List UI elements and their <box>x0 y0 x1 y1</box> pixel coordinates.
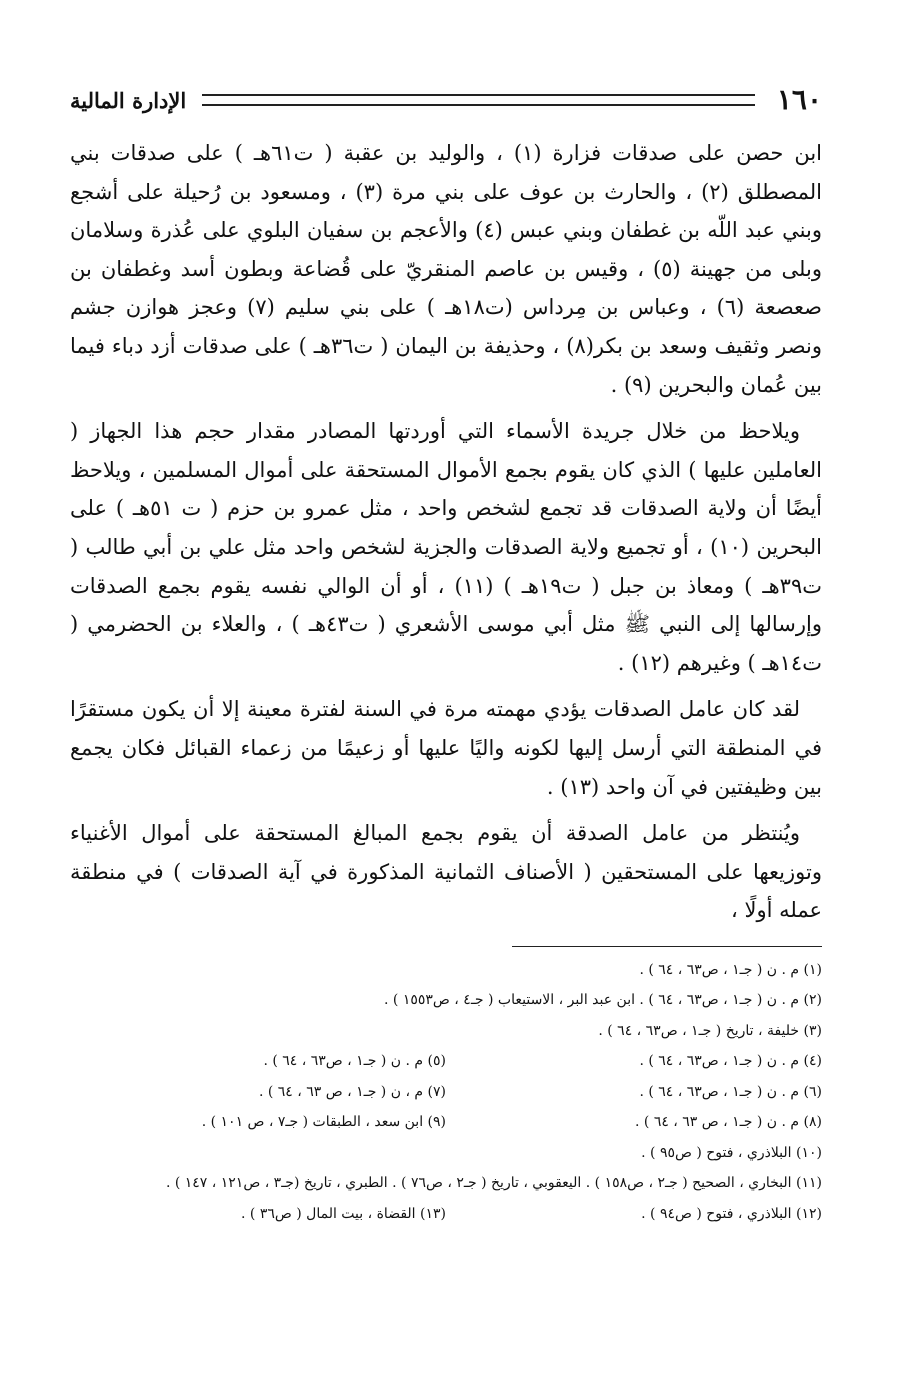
footnote-entry: (١٠) البلاذري ، فتوح ( ص٩٥ ) . <box>641 1144 822 1161</box>
footnote-entry: (٩) ابن سعد ، الطبقات ( جـ٧ ، ص ١٠١ ) . <box>201 1114 446 1131</box>
footnote-entry: (٦) م . ن ( جـ١ ، ص٦٣ ، ٦٤ ) . <box>639 1083 822 1100</box>
footnote-line <box>70 1107 822 1138</box>
running-title: الإدارة المالية <box>70 87 187 113</box>
footnote-entry: (٣) خليفة ، تاريخ ( جـ١ ، ص٦٣ ، ٦٤ ) . <box>598 1022 822 1039</box>
footnote-line <box>70 1016 822 1047</box>
footnote-entry: (١١) البخاري ، الصحيح ( جـ٢ ، ص١٥٨ ) . اليعقوبي ، تاريخ ( جـ٢ ، ص٧٦ ) . الطبري ، تاريخ (جـ٣ ، ص١٢١ ، ١٤٧ ) . <box>165 1175 822 1192</box>
footnote-line <box>70 1138 822 1169</box>
footnote-line <box>70 985 822 1016</box>
main-text <box>70 134 822 930</box>
footnote-line <box>70 955 822 986</box>
footnote-entry: (١٢) البلاذري ، فتوح ( ص٩٤ ) . <box>641 1205 822 1222</box>
paragraph: لقد كان عامل الصدقات يؤدي مهمته مرة في السنة لفترة معينة إلا أن يكون مستقرًا في المنطقة التي أرسل إليها لكونه واليًا عليها أو زعيمًا من زعماء القبائل فكان يجمع بين وظيفتين في آن واحد (١٣) . <box>70 697 822 799</box>
footnote-separator <box>512 946 822 947</box>
footnote-line <box>70 1168 822 1199</box>
footnote-entry: (٥) م . ن ( جـ١ ، ص٦٣ ، ٦٤ ) . <box>263 1053 446 1070</box>
page-header <box>70 80 822 120</box>
footnote-line <box>70 1199 822 1230</box>
footnote-entry: (١٣) القضاة ، بيت المال ( ص٣٦ ) . <box>241 1205 446 1222</box>
paragraph: ويُنتظر من عامل الصدقة أن يقوم بجمع المبالغ المستحقة على أموال الأغنياء وتوزيعها على المستحقين ( الأصناف الثمانية المذكورة في آية الصدقات ) في منطقة عمله أولًا ، <box>70 821 822 923</box>
paragraph: ابن حصن على صدقات فزارة (١) ، والوليد بن عقبة ( ت٦١هـ ) على صدقات بني المصطلق (٢) ، والحارث بن عوف على بني مرة (٣) ، ومسعود بن رُحيلة على أشجع وبني عبد اللّه بن غطفان وبني عبس (٤) والأعجم بن سفيان البلوي على عُذرة وسلامان وبلى من جهينة (٥) ، وقيس بن عاصم المنقريّ على قُضاعة وبطون أسد وغطفان بن صعصعة (٦) ، وعباس بن مِرداس (ت١٨هـ ) على بني سليم (٧) وعجز هوازن جشم ونصر وثقيف وسعد بن بكر(٨) ، وحذيفة بن اليمان ( ت٣٦هـ ) على صدقات أزد دباء فيما بين عُمان والبحرين (٩) . <box>70 141 823 397</box>
page-number: ١٦٠ <box>776 83 822 116</box>
footnote-line <box>70 1046 822 1077</box>
header-double-rule <box>202 94 755 106</box>
footnote-entry: (١) م . ن ( جـ١ ، ص٦٣ ، ٦٤ ) . <box>639 961 822 978</box>
footnote-entry: (٨) م . ن ( جـ١ ، ص ٦٣ ، ٦٤ ) . <box>635 1114 822 1131</box>
footnote-line <box>70 1077 822 1108</box>
book-page <box>70 80 822 1330</box>
footnotes <box>70 955 822 1230</box>
paragraph: ويلاحظ من خلال جريدة الأسماء التي أوردتها المصادر مقدار حجم هذا الجهاز ( العاملين عليها ) الذي كان يقوم بجمع الأموال المستحقة على أموال المسلمين ، ويلاحظ أيضًا أن ولاية الصدقات قد تجمع لشخص واحد ، مثل عمرو بن حزم ( ت ٥١هـ ) على البحرين (١٠) ، أو تجميع ولاية الصدقات والجزية لشخص واحد مثل علي بن أبي طالب ( ت٣٩هـ ) ومعاذ بن جبل ( ت١٩هـ ) (١١) ، أو أن الوالي نفسه يقوم بجمع الصدقات وإرسالها إلى النبي ﷺ مثل أبي موسى الأشعري ( ت٤٣هـ ) ، والعلاء بن الحضرمي ( ت١٤هـ ) وغيرهم (١٢) . <box>70 419 823 675</box>
footnote-entry: (٧) م ، ن ( جـ١ ، ص ٦٣ ، ٦٤ ) . <box>258 1083 446 1100</box>
footnote-entry: (٤) م . ن ( جـ١ ، ص٦٣ ، ٦٤ ) . <box>639 1053 822 1070</box>
footnote-entry: (٢) م . ن ( جـ١ ، ص٦٣ ، ٦٤ ) . ابن عبد البر ، الاستيعاب ( جـ٤ ، ص١٥٥٣ ) . <box>384 992 822 1009</box>
